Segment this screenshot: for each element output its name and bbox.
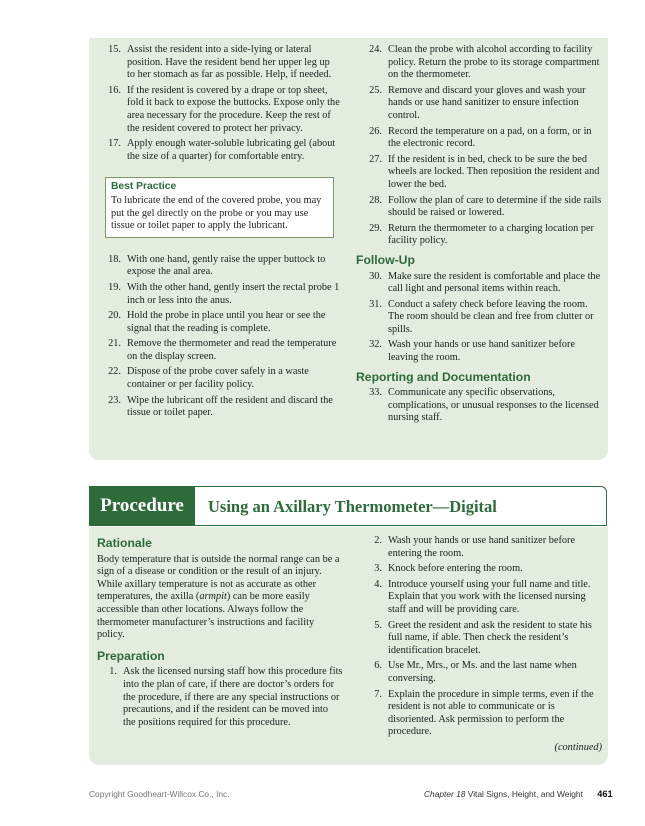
continued-label: (continued) [554, 741, 602, 753]
step-15: 15. Assist the resident into a side-lying or lateral position. Have the resident bend her upper leg up to her stomach as far as possible. Help, if needed. [108, 44, 332, 81]
best-practice-text: To lubricate the end of the covered probe, you may put the gel directly on the probe or you may use tissue or toilet paper to apply the lubricant. [111, 194, 322, 232]
step-27: 27. If the resident is in bed, check to be sure the bed wheels are locked. Then reposition the resident and lower the bed. [369, 153, 600, 190]
step-29: 29. Return the thermometer to a charging location per facility policy. [369, 222, 594, 247]
step-22: 22. Dispose of the probe cover safely in a waste container or per facility policy. [108, 366, 309, 391]
prep-step-5: 5. Greet the resident and ask the resident to state his full name, if able. Then check the resident’s identification bracelet. [374, 619, 592, 656]
step-33: 33. Communicate any specific observations, complications, or unusual responses to the licensed nursing staff. [369, 387, 599, 424]
chapter-label: Chapter 18 [424, 789, 466, 799]
step-23: 23. Wipe the lubricant off the resident and discard the tissue or toilet paper. [108, 394, 333, 419]
prep-step-1: 1. Ask the licensed nursing staff how this procedure fits into the plan of care, if there are doctor’s orders for the procedure, if there are any special instructions or precautions, and if the resident can be moved into the positions required for this procedure. [109, 666, 343, 728]
step-16: 16. If the resident is covered by a drape or top sheet, fold it back to expose the buttocks. Expose only the area necessary for the procedure. Keep the rest of the resident covered to protect her privacy. [108, 84, 340, 134]
best-practice-box [105, 177, 334, 237]
prep-step-2: 2. Wash your hands or use hand sanitizer before entering the room. [374, 535, 576, 559]
rationale-text: Body temperature that is outside the normal range can be a sign of a disease or condition or the result of an injury. While axillary temperature is not as accurate as other temperatures, the axilla (armpit) can be more easily accessible than other locations. Always follow the thermometer manufacturer’s instructions and facility policy. [97, 553, 340, 641]
step-31: 31. Conduct a safety check before leaving the room. The room should be clean and free from clutter or spills. [369, 298, 594, 335]
follow-up-heading: Follow-Up [356, 252, 415, 267]
step-21: 21. Remove the thermometer and read the temperature on the display screen. [108, 338, 337, 362]
step-17: 17. Apply enough water-soluble lubricating gel (about the size of a quarter) for comfortable entry. [108, 138, 336, 162]
chapter-title: Vital Signs, Height, and Weight [467, 789, 583, 799]
page-footer [424, 789, 613, 799]
step-26: 26. Record the temperature on a pad, on a form, or in the electronic record. [369, 125, 592, 150]
procedure-title: Using an Axillary Thermometer—Digital [208, 497, 497, 516]
procedure-right-column [356, 535, 602, 755]
step-24: 24. Clean the probe with alcohol according to facility policy. Return the probe to its storage compartment on the thermometer. [369, 44, 600, 81]
step-20: 20. Hold the probe in place until you hear or see the signal that the reading is complete. [108, 310, 326, 334]
procedure-left-column [97, 535, 343, 732]
step-32: 32. Wash your hands or use hand sanitizer before leaving the room. [369, 339, 576, 364]
procedure-title-bar [89, 486, 607, 526]
top-left-column [95, 44, 340, 423]
procedure-tag: Procedure [89, 486, 195, 526]
rationale-heading: Rationale [97, 536, 152, 550]
copyright-footer: Copyright Goodheart-Willcox Co., Inc. [89, 789, 230, 799]
page-number: 461 [597, 789, 613, 799]
step-18: 18. With one hand, gently raise the upper buttock to expose the anal area. [108, 253, 326, 278]
prep-step-3: 3. Knock before entering the room. [374, 563, 523, 575]
best-practice-title: Best Practice [111, 181, 177, 193]
prep-step-7: 7. Explain the procedure in simple terms, even if the resident is not able to communicate or is disoriented. Ask permission to perform the procedure. [374, 688, 594, 738]
step-25: 25. Remove and discard your gloves and wash your hands or use hand sanitizer to ensure infection control. [369, 84, 586, 121]
reporting-heading: Reporting and Documentation [356, 369, 531, 384]
step-28: 28. Follow the plan of care to determine if the side rails should be raised or lowered. [369, 194, 602, 219]
prep-step-6: 6. Use Mr., Mrs., or Ms. and the last name when conversing. [374, 660, 577, 684]
step-19: 19. With the other hand, gently insert the rectal probe 1 inch or less into the anus. [108, 281, 340, 306]
prep-step-4: 4. Introduce yourself using your full name and title. Explain that you work with the licensed nursing staff and will be providing care. [374, 578, 591, 615]
preparation-heading: Preparation [97, 648, 165, 663]
top-right-column [356, 44, 602, 428]
step-30: 30. Make sure the resident is comfortable and place the call light and personal items within reach. [369, 270, 601, 295]
